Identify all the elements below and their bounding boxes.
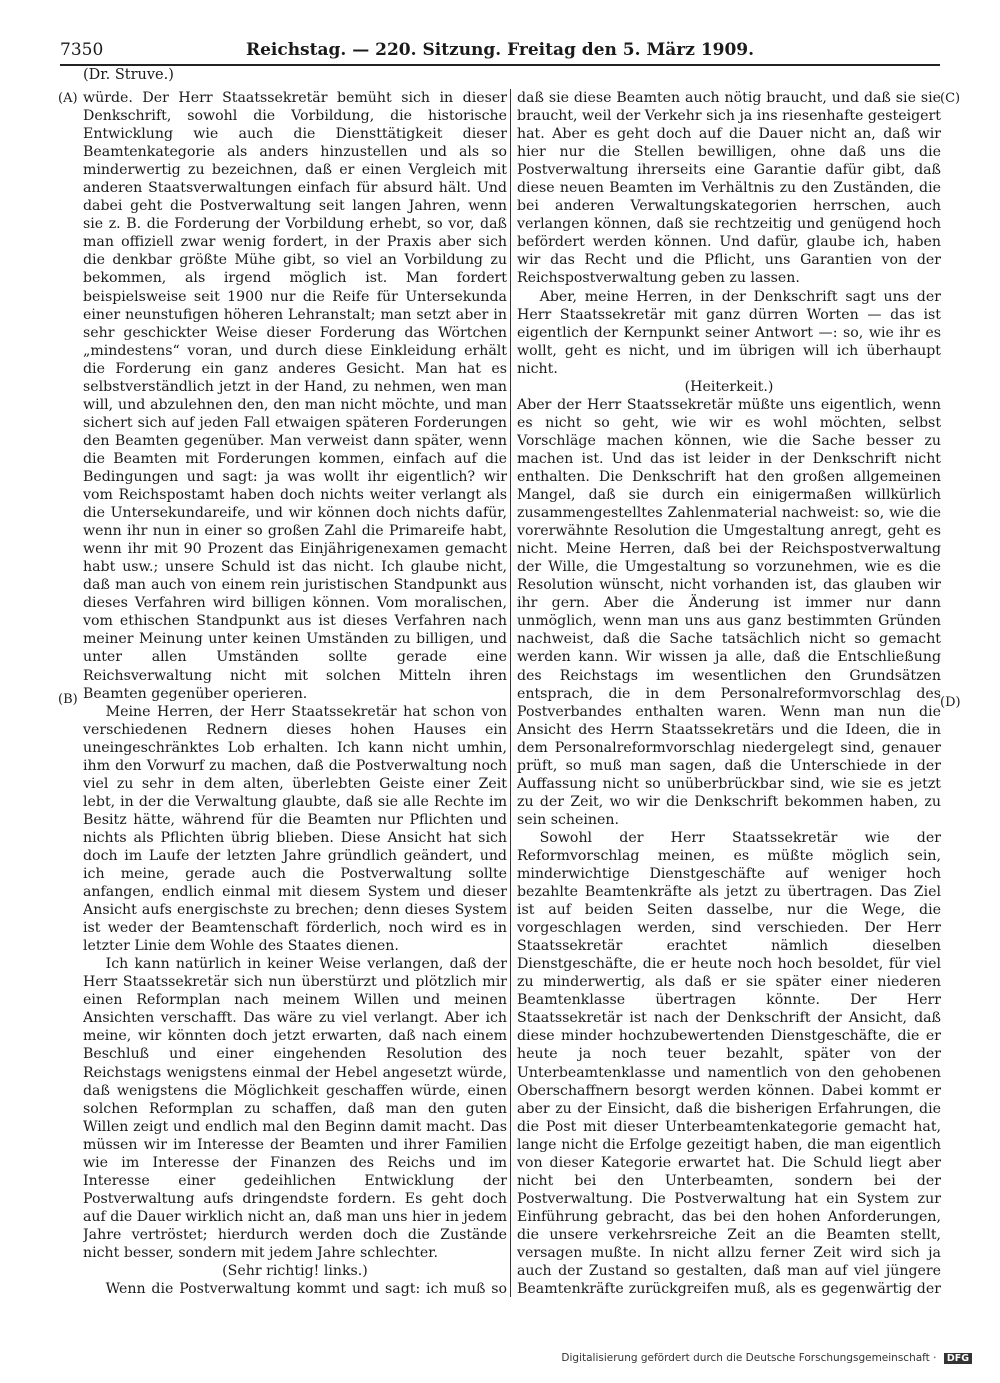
speaker-label: (Dr. Struve.) xyxy=(83,67,174,83)
column-divider xyxy=(510,89,511,1297)
margin-mark-d: (D) xyxy=(940,695,961,710)
margin-mark-b: (B) xyxy=(58,692,78,707)
dfg-logo: DFG xyxy=(944,1353,972,1364)
interjection: (Heiterkeit.) xyxy=(684,378,774,395)
interjection: (Sehr richtig! links.) xyxy=(222,1263,368,1280)
margin-mark-c: (C) xyxy=(940,91,961,106)
paragraph: Aber der Herr Staatssekretär müßte uns eigentlich, wenn es nicht so geht, wie wir es wohl möchten, selbst Vorschläge machen können, wie die Sache besser zu machen ist. Und das ist leider in der Denkschrift nicht enthalten. Die Denkschrift hat den großen allgemeinen Mangel, daß sie durch ein einigermaßen willkürlich zusammengestelltes Zahlenmaterial nachweist: so, wie die vorerwähnte Resolution die Umgestaltung anregt, geht es nicht. Meine Herren, daß bei der Reichspostverwaltung der Wille, die Umgestaltung so vorzunehmen, wie es die Resolution wünscht, nicht vorhanden ist, das glauben wir ihr gern. Aber die Änderung ist immer nur dann unmöglich, wenn man uns aus ganz bestimmten Gründen nachweist, daß die Sache tatsächlich nicht so gemacht werden kann. Wir wissen ja alle, daß die Entschließung des Reichstags im wesentlichen den Grundsätzen entsprach, die in dem Personalreformvorschlag des Postverbandes enthalten waren. Wenn man nun die Ansicht des Herrn Staatssekretärs und die Ideen, die in dem Personalreformvorschlag niedergelegt sind, genauer prüft, so muß man sagen, daß die Unterschiede in der Auffassung nicht so unüberbrückbar sind, wie sie es jetzt zu der Zeit, wo wir die Denkschrift bekommen haben, zu sein scheinen. xyxy=(517,396,941,828)
footer-text: Digitalisierung gefördert durch die Deutsche Forschungsgemeinschaft · xyxy=(561,1352,937,1364)
footer-credit xyxy=(561,1352,972,1364)
paragraph: Wenn die Postverwaltung kommt und sagt: ich muß so xyxy=(105,1281,507,1298)
running-title: Reichstag. — 220. Sitzung. Freitag den 5. März 1909. xyxy=(245,40,755,60)
page-number: 7350 xyxy=(60,40,104,60)
left-column xyxy=(83,89,507,1299)
paragraph: würde. Der Herr Staatssekretär bemüht sich in dieser Denkschrift, sowohl die Vorbildung, die historische Entwicklung wie auch die Diensttätigkeit dieser Beamtenkategorie als anders hinzustellen und als so minderwertig zu bezeichnen, daß er einen Vergleich mit anderen Staatsverwaltungen einfach für absurd hält. Und dabei geht die Postverwaltung seit langen Jahren, wenn sie z. B. die Forderung der Vorbildung erhebt, so vor, daß man offiziell zwar wenig fordert, in der Praxis aber sich die denkbar größte Mühe gibt, so viel an Vorbildung zu bekommen, als irgend möglich ist. Man fordert beispielsweise seit 1900 nur die Reife für Untersekunda einer neunstufigen höheren Lehranstalt; man setzt aber in sehr geschickter Weise dieser Forderung das Wörtchen „mindestens“ voran, und durch diese Einkleidung erhält die Forderung ein ganz anderes Gesicht. Man hat es selbstverständlich jetzt in der Hand, zu nehmen, wen man will, und abzulehnen den, den man nicht möchte, und man sichert sich auf jeden Fall etwaigen späteren Forderungen den Beamten gegenüber. Man verweist dann später, wenn die Beamten mit Forderungen kommen, einfach auf die Bedingungen und sagt: ja was wollt ihr eigentlich? wir vom Reichspostamt haben doch nichts weiter verlangt als die Untersekundareife, und wir können doch nichts dafür, wenn ihr nun in einer so großen Zahl die Primareife habt, wenn ihr mit 90 Prozent das Einjährigenexamen gemacht habt usw.; unsere Schuld ist das nicht. Ich glaube nicht, daß man auch von einem rein juristischen Standpunkt aus dieses Verfahren wird billigen können. Vom moralischen, vom ethischen Standpunkt aus ist dieses Verfahren nach meiner Meinung unter keinen Umständen zu billigen, und unter allen Umständen sollte gerade eine Reichsverwaltung nicht mit solchen Mitteln ihren Beamten gegenüber operieren. xyxy=(83,90,507,702)
page-header xyxy=(60,40,940,66)
paragraph: Meine Herren, der Herr Staatssekretär hat schon von verschiedenen Rednern dieses hohen Hauses ein uneingeschränktes Lob erhalten. Ich kann nicht umhin, ihm den Vorwurf zu machen, daß die Postverwaltung noch viel zu sehr in dem alten, überlebten Geiste einer Zeit lebt, in der die Verwaltung glaubte, daß sie alle Rechte im Besitz hätte, während für die Beamten nur Pflichten und nichts als Pflichten übrig blieben. Diese Ansicht hat sich doch im Laufe der letzten Jahre gründlich geändert, und ich meine, gerade auch die Postverwaltung sollte anfangen, endlich einmal mit diesem System und dieser Ansicht aufs energischste zu brechen; denn dieses System ist weder der Beamtenschaft förderlich, noch wird es in letzter Linie dem Wohle des Staates dienen. xyxy=(83,703,507,955)
margin-mark-a: (A) xyxy=(58,91,78,106)
paragraph: Ich kann natürlich in keiner Weise verlangen, daß der Herr Staatssekretär sich nun überstürzt und plötzlich mir einen Reformplan nach meinem Willen und meinen Ansichten verschafft. Das wäre zu viel verlangt. Aber ich meine, wir könnten doch jetzt erwarten, daß nach einem Beschluß und einer eingehenden Resolution des Reichstags wenigstens einmal der Hebel angesetzt würde, daß wenigstens die Möglichkeit geschaffen würde, einen solchen Reformplan zu schaffen, daß man den guten Willen zeigt und endlich mal den Beginn damit macht. Das müssen wir im Interesse der Beamten und ihrer Familien wie im Interesse der Finanzen des Reichs und im Interesse einer gedeihlichen Entwicklung der Postverwaltung aufs dringendste fordern. Es geht doch auf die Dauer wirklich nicht an, daß man uns hier in jedem Jahre vertröstet; hierdurch werden doch die Zustände nicht besser, sondern mit jedem Jahre schlechter. xyxy=(83,956,507,1261)
paragraph: daß sie diese Beamten auch nötig braucht, und daß sie sie braucht, weil der Verkehr sich ja ins riesenhafte gesteigert hat. Aber es geht doch auf die Dauer nicht an, daß wir hier nur die Stellen bewilligen, ohne daß uns die Postverwaltung ihrerseits eine Garantie dafür gibt, daß diese neuen Beamten im Verhältnis zu den Zuständen, die bei anderen Verwaltungskategorien herrschen, auch verlangen können, daß sie rechtzeitig und genügend hoch befördert werden können. Und dafür, glaube ich, haben wir das Recht und die Pflicht, uns Garantien von der Reichspostverwaltung geben zu lassen. xyxy=(517,90,941,287)
paragraph: Sowohl der Herr Staatssekretär wie der Reformvorschlag meinen, es müßte möglich sein, minderwichtige Dienstgeschäfte auf weniger hoch bezahlte Beamtenkräfte als jetzt zu übertragen. Das Ziel ist auf beiden Seiten dasselbe, nur die Wege, die vorgeschlagen werden, sind verschieden. Der Herr Staatssekretär erachtet nämlich dieselben Dienstgeschäfte, die er heute noch hoch besoldet, für viel zu minderwertig, als daß er sie später einer niederen Beamtenklasse übertragen könnte. Der Herr Staatssekretär ist nach der Denkschrift der Ansicht, daß diese minder hochzubewertenden Dienstgeschäfte, die er heute ja noch teuer bezahlt, später von der Unterbeamtenklasse und namentlich von den gehobenen Oberschaffnern besorgt werden können. Dabei kommt er aber zu der Einsicht, daß die bisherigen Erfahrungen, die die Post mit dieser Unterbeamtenkategorie gemacht hat, lange nicht die Erfolge gezeitigt haben, die man eigentlich von dieser Kategorie erwartet hat. Die Schuld liegt aber nicht bei den Unterbeamten, sondern bei der Postverwaltung. Die Postverwaltung hat ein System zur Einführung gebracht, das bei den hohen Anforderungen, die unsere verkehrsreiche Zeit an die Beamten stellt, versagen mußte. In nicht allzu ferner Zeit wird sich ja auch der Zustand so gestalten, daß man auf viel jüngere Beamtenkräfte zurückgreifen muß, als es gegenwärtig der xyxy=(517,829,941,1298)
right-column xyxy=(517,89,941,1299)
header-rule xyxy=(60,64,940,66)
paragraph: Aber, meine Herren, in der Denkschrift sagt uns der Herr Staatssekretär mit ganz dürren Worten — das ist eigentlich der Kernpunkt seiner Antwort —: so, wie ihr es wollt, geht es nicht, und im übrigen will ich überhaupt nicht. xyxy=(517,288,941,377)
